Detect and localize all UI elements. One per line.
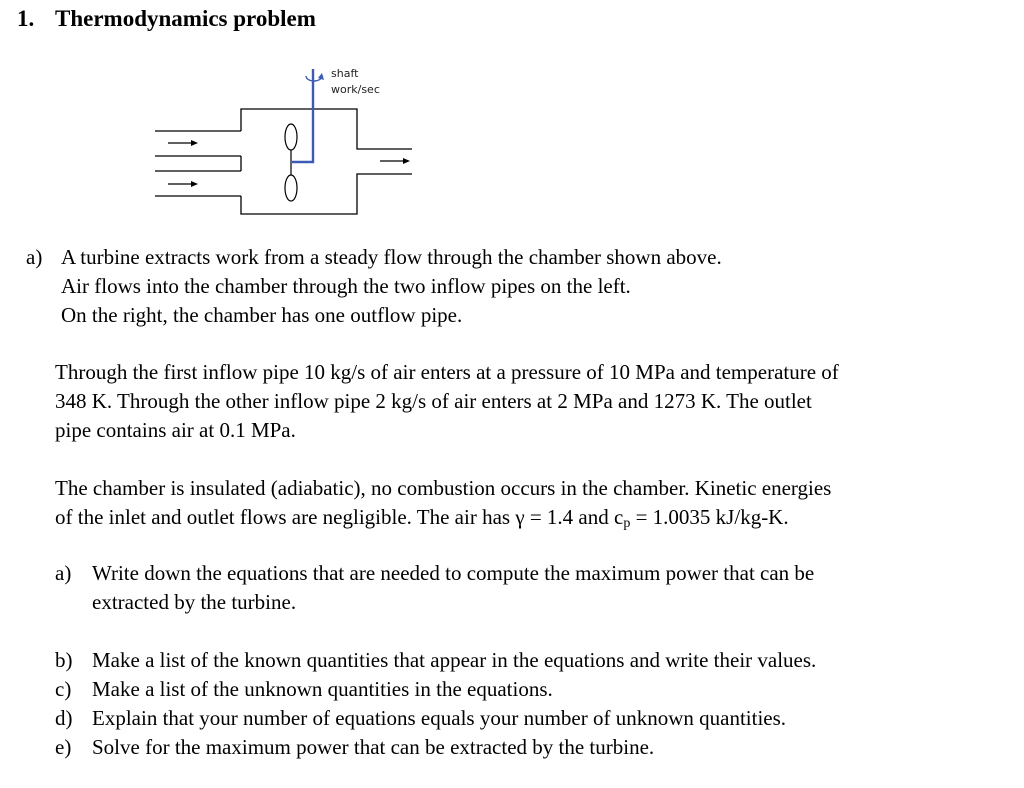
flow-arrow-inlet-bottom [168, 181, 198, 187]
paragraph-line: Through the first inflow pipe 10 kg/s of air enters at a pressure of 10 MPa and temperature of [55, 360, 839, 384]
cp-subscript: p [623, 516, 631, 531]
gamma-value: = 1.4 and [524, 505, 615, 529]
question-marker: b) [55, 648, 73, 672]
gamma-symbol: γ [515, 505, 525, 529]
question-marker: c) [55, 677, 72, 701]
part-a-marker: a) [26, 245, 43, 269]
paragraph-line-with-constants [55, 503, 831, 538]
flow-arrow-inlet-top [168, 140, 198, 146]
paragraph-text: of the inlet and outlet flows are negligible. The air has [55, 505, 516, 529]
question-text: Solve for the maximum power that can be extracted by the turbine. [92, 735, 655, 759]
assumptions-paragraph [55, 474, 831, 538]
turbine-chamber-diagram [0, 0, 1024, 240]
part-a-intro [26, 243, 926, 333]
question-item [55, 704, 995, 733]
problem-number: 1. [17, 6, 35, 31]
question-item [55, 646, 995, 675]
question-text: Make a list of the known quantities that appear in the equations and write their values. [92, 648, 817, 672]
part-a-line: On the right, the chamber has one outflow pipe. [61, 303, 463, 327]
turbine-shaft [292, 69, 313, 162]
question-item [55, 559, 995, 619]
flow-conditions-paragraph [55, 358, 839, 445]
paragraph-line: The chamber is insulated (adiabatic), no combustion occurs in the chamber. Kinetic energies [55, 476, 832, 500]
question-text: Write down the equations that are needed to compute the maximum power that can be [92, 561, 815, 585]
problem-title: Thermodynamics problem [55, 6, 316, 31]
question-marker: e) [55, 735, 72, 759]
flow-arrow-outlet [380, 158, 410, 164]
paragraph-line: pipe contains air at 0.1 MPa. [55, 418, 296, 442]
question-item [55, 733, 995, 762]
question-item [55, 675, 995, 704]
part-a-line: Air flows into the chamber through the two inflow pipes on the left. [61, 274, 631, 298]
question-text: Make a list of the unknown quantities in the equations. [92, 677, 553, 701]
shaft-rotation-arrow-icon [306, 73, 324, 81]
question-marker: d) [55, 706, 73, 730]
question-text: Explain that your number of equations equals your number of unknown quantities. [92, 706, 787, 730]
question-marker: a) [55, 561, 72, 585]
shaft-label-line-1: shaft [331, 67, 359, 80]
paragraph-line: 348 K. Through the other inflow pipe 2 kg/s of air enters at 2 MPa and 1273 K. The outlet [55, 389, 812, 413]
part-a-line: A turbine extracts work from a steady flow through the chamber shown above. [61, 245, 722, 269]
question-text: extracted by the turbine. [92, 590, 297, 614]
cp-value: = 1.0035 kJ/kg-K. [630, 505, 789, 529]
shaft-label-line-2: work/sec [331, 83, 380, 96]
chamber-outline [155, 109, 412, 214]
cp-symbol: c [614, 505, 624, 529]
